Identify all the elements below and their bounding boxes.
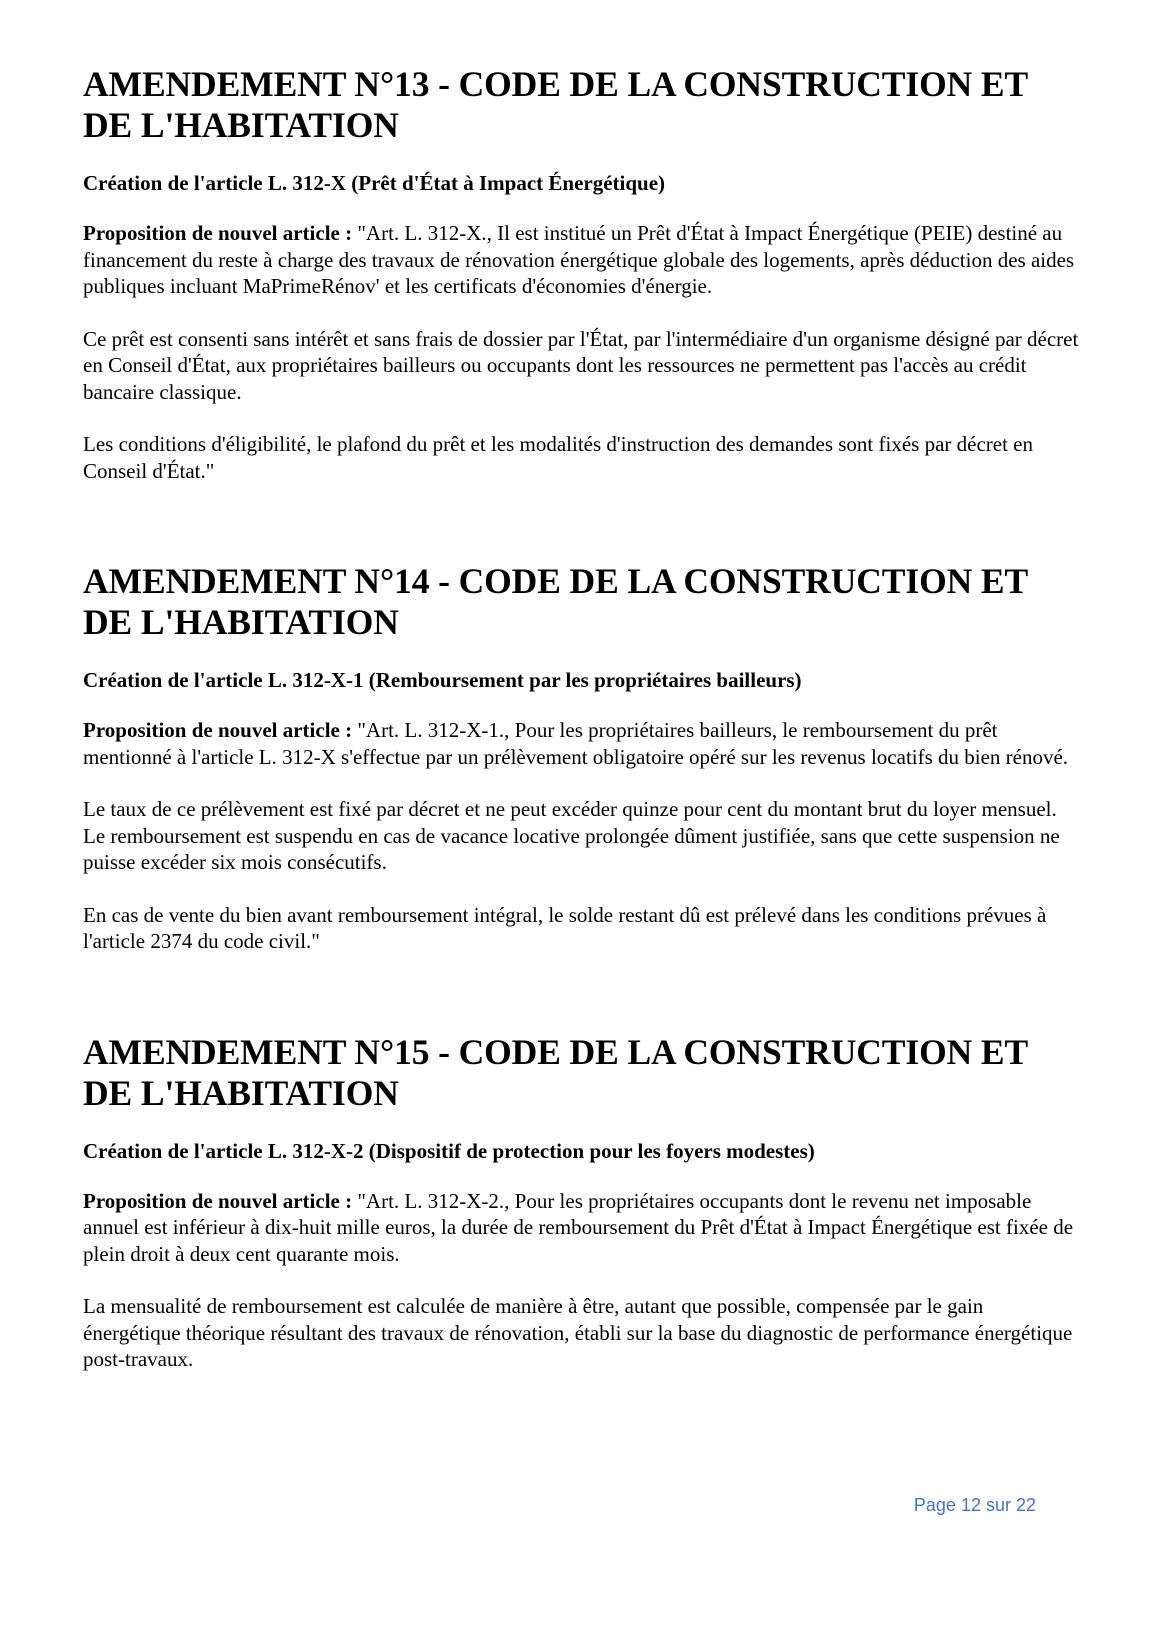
paragraph-text: "Art. L. 312-X-1., Pour les propriétaires bailleurs, le remboursement du prêt mentionné à l'article L. 312-X s'effectue par un prélèvement obligatoire opéré sur les revenus locatifs du bien rénové.	[83, 718, 1069, 769]
article-subtitle: Création de l'article L. 312-X-2 (Dispositif de protection pour les foyers modestes)	[83, 1138, 815, 1163]
amendment-title: AMENDEMENT N°15 - CODE DE LA CONSTRUCTION ET DE L'HABITATION	[83, 1031, 1028, 1113]
article-paragraph: La mensualité de remboursement est calculée de manière à être, autant que possible, compensée par le gain énergétique théorique résultant des travaux de rénovation, établi sur la base du diagnostic de performance énergétique post-travaux.	[83, 1294, 1073, 1371]
article-paragraph: Ce prêt est consenti sans intérêt et sans frais de dossier par l'État, par l'intermédiaire d'un organisme désigné par décret en Conseil d'État, aux propriétaires bailleurs ou occupants dont les ressources ne permettent pas l'accès au crédit bancaire classique.	[83, 326, 1079, 404]
article-subtitle: Création de l'article L. 312-X (Prêt d'État à Impact Énergétique)	[83, 171, 666, 195]
page-number: Page 12 sur 22	[913, 1495, 1036, 1515]
article-paragraph	[83, 220, 1083, 300]
article-paragraph: Les conditions d'éligibilité, le plafond du prêt et les modalités d'instruction des demandes sont fixés par décret en Conseil d'État."	[83, 432, 1033, 483]
amendment-title: AMENDEMENT N°14 - CODE DE LA CONSTRUCTION ET DE L'HABITATION	[83, 561, 1028, 642]
amendment-14	[83, 561, 1083, 955]
article-paragraph	[83, 1188, 1083, 1268]
article-paragraph: En cas de vente du bien avant remboursement intégral, le solde restant dû est prélevé dans les conditions prévues à l'article 2374 du code civil."	[83, 902, 1047, 953]
document-page	[83, 64, 1083, 1373]
amendment-13	[83, 64, 1083, 484]
article-paragraph	[83, 717, 1083, 770]
amendment-15	[83, 1032, 1083, 1373]
proposal-label: Proposition de nouvel article :	[83, 1188, 353, 1213]
amendment-title: AMENDEMENT N°13 - CODE DE LA CONSTRUCTION ET DE L'HABITATION	[83, 64, 1028, 145]
proposal-label: Proposition de nouvel article :	[83, 718, 353, 742]
paragraph-text: "Art. L. 312-X., Il est institué un Prêt d'État à Impact Énergétique (PEIE) destiné au financement du reste à charge des travaux de rénovation énergétique globale des logements, après déduction des aides publiques incluant MaPrimeRénov' et les certificats d'économies d'énergie.	[83, 221, 1075, 298]
proposal-label: Proposition de nouvel article :	[83, 221, 353, 245]
article-paragraph: Le taux de ce prélèvement est fixé par décret et ne peut excéder quinze pour cent du montant brut du loyer mensuel. Le remboursement est suspendu en cas de vacance locative prolongée dûment justifiée, sans que cette suspension ne puisse excéder six mois consécutifs.	[83, 797, 1060, 874]
article-subtitle: Création de l'article L. 312-X-1 (Remboursement par les propriétaires bailleurs)	[83, 668, 802, 692]
paragraph-text: "Art. L. 312-X-2., Pour les propriétaires occupants dont le revenu net imposable annuel est inférieur à dix-huit mille euros, la durée de remboursement du Prêt d'État à Impact Énergétique est fixée de plein droit à deux cent quarante mois.	[83, 1188, 1074, 1266]
